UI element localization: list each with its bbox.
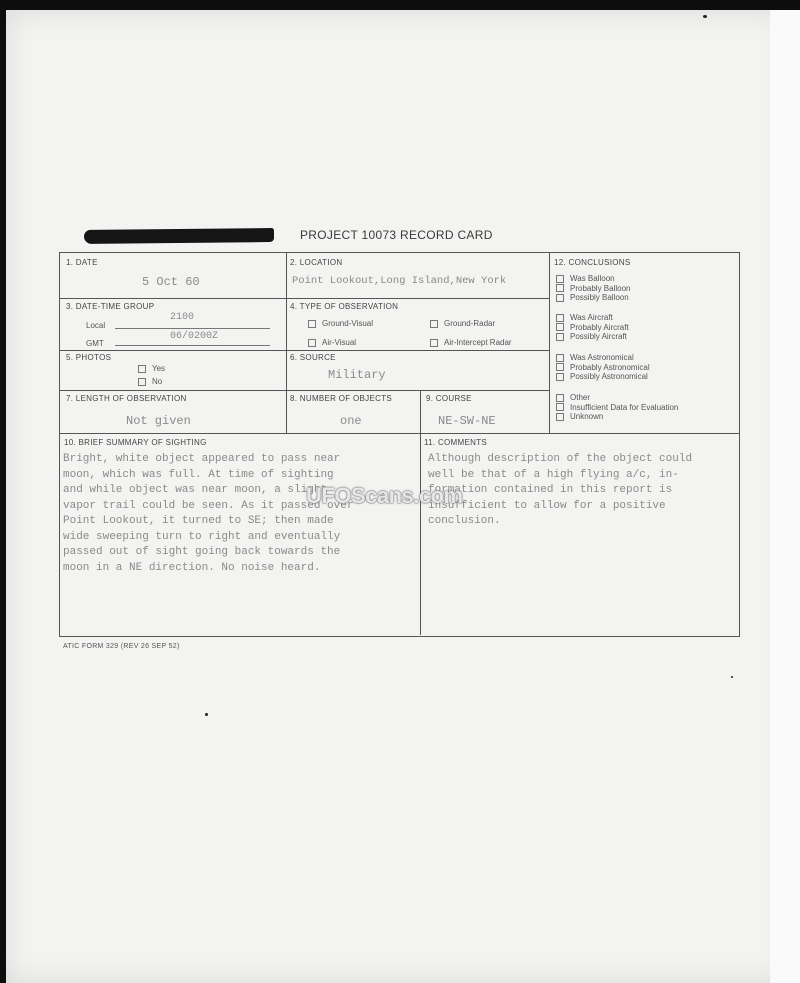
option-air-intercept-radar: Air-Intercept Radar xyxy=(430,338,512,347)
checkbox-icon xyxy=(308,339,316,347)
date-value: 5 Oct 60 xyxy=(142,275,200,289)
conclusion-option: Probably Balloon xyxy=(556,284,630,293)
divider xyxy=(60,350,549,351)
local-line xyxy=(115,328,270,329)
checkbox-icon xyxy=(556,394,564,402)
conclusion-option: Other xyxy=(556,393,590,402)
checkbox-icon xyxy=(430,320,438,328)
comments-text: Although description of the object could well be that of a high flying a/c, in- formation contained in this report is insufficient to allow for a positive conclusion. xyxy=(428,453,693,527)
conclusion-option: Was Aircraft xyxy=(556,313,613,322)
card-title: PROJECT 10073 RECORD CARD xyxy=(300,228,493,242)
gmt-value: 06/0200Z xyxy=(170,331,219,342)
photos-no: No xyxy=(138,377,162,386)
speck xyxy=(205,713,208,716)
divider xyxy=(60,390,549,391)
speck xyxy=(703,15,707,18)
gmt-label: GMT xyxy=(86,339,104,348)
course-value: NE-SW-NE xyxy=(438,414,496,428)
divider xyxy=(420,390,421,635)
num-objects-value: one xyxy=(340,414,362,428)
source-value: Military xyxy=(328,368,386,382)
checkbox-icon xyxy=(556,284,564,292)
comments-label: 11. COMMENTS xyxy=(424,438,488,447)
checkbox-icon xyxy=(556,373,564,381)
conclusion-option: Unknown xyxy=(556,412,603,421)
checkbox-icon xyxy=(430,339,438,347)
form-number: ATIC FORM 329 (REV 26 SEP 52) xyxy=(63,643,180,650)
conclusion-option: Possibly Aircraft xyxy=(556,332,627,341)
redaction-mark xyxy=(84,228,274,244)
option-ground-visual: Ground-Visual xyxy=(308,319,373,328)
observation-type-label: 4. TYPE OF OBSERVATION xyxy=(290,302,399,311)
watermark: UFOScans.com xyxy=(306,483,463,508)
conclusion-option: Possibly Astronomical xyxy=(556,372,648,381)
checkbox-icon xyxy=(308,320,316,328)
divider xyxy=(60,433,739,434)
conclusions-label: 12. CONCLUSIONS xyxy=(554,258,631,267)
divider xyxy=(60,298,549,299)
conclusion-option: Was Astronomical xyxy=(556,353,634,362)
conclusion-option: Insufficient Data for Evaluation xyxy=(556,403,678,412)
conclusion-option: Probably Aircraft xyxy=(556,323,629,332)
local-value: 2100 xyxy=(170,312,195,323)
conclusion-option: Possibly Balloon xyxy=(556,293,629,302)
checkbox-icon xyxy=(138,365,146,373)
length-label: 7. LENGTH OF OBSERVATION xyxy=(66,394,187,403)
photos-yes: Yes xyxy=(138,364,165,373)
checkbox-icon xyxy=(138,378,146,386)
checkbox-icon xyxy=(556,354,564,362)
divider xyxy=(549,253,550,433)
checkbox-icon xyxy=(556,413,564,421)
checkbox-icon xyxy=(556,363,564,371)
option-ground-radar: Ground-Radar xyxy=(430,319,495,328)
speck xyxy=(731,676,733,678)
checkbox-icon xyxy=(556,314,564,322)
course-label: 9. COURSE xyxy=(426,394,472,403)
summary-text: Bright, white object appeared to pass near moon, which was full. At time of sighting and while object was near moon, a slight vapor trail could be seen. As it passed over Point Lookout, it turned to SE; then made wide sweeping turn to right and eventually passed out of sight going back towards the moon in a NE direction. No noise heard. xyxy=(63,453,354,574)
location-label: 2. LOCATION xyxy=(290,258,343,267)
option-air-visual: Air-Visual xyxy=(308,338,356,347)
location-value: Point Lookout,Long Island,New York xyxy=(292,275,507,287)
conclusion-option: Probably Astronomical xyxy=(556,363,650,372)
length-value: Not given xyxy=(126,414,191,428)
gmt-line xyxy=(115,345,270,346)
local-label: Local xyxy=(86,321,106,330)
divider xyxy=(286,253,287,433)
date-label: 1. DATE xyxy=(66,258,98,267)
page-edge xyxy=(770,10,800,983)
source-label: 6. SOURCE xyxy=(290,353,336,362)
num-objects-label: 8. NUMBER OF OBJECTS xyxy=(290,394,393,403)
date-time-label: 3. DATE-TIME GROUP xyxy=(66,302,155,311)
summary-label: 10. BRIEF SUMMARY OF SIGHTING xyxy=(64,438,207,447)
checkbox-icon xyxy=(556,333,564,341)
conclusion-option: Was Balloon xyxy=(556,274,615,283)
checkbox-icon xyxy=(556,294,564,302)
checkbox-icon xyxy=(556,403,564,411)
checkbox-icon xyxy=(556,275,564,283)
record-card xyxy=(59,252,740,637)
photos-label: 5. PHOTOS xyxy=(66,353,112,362)
checkbox-icon xyxy=(556,323,564,331)
